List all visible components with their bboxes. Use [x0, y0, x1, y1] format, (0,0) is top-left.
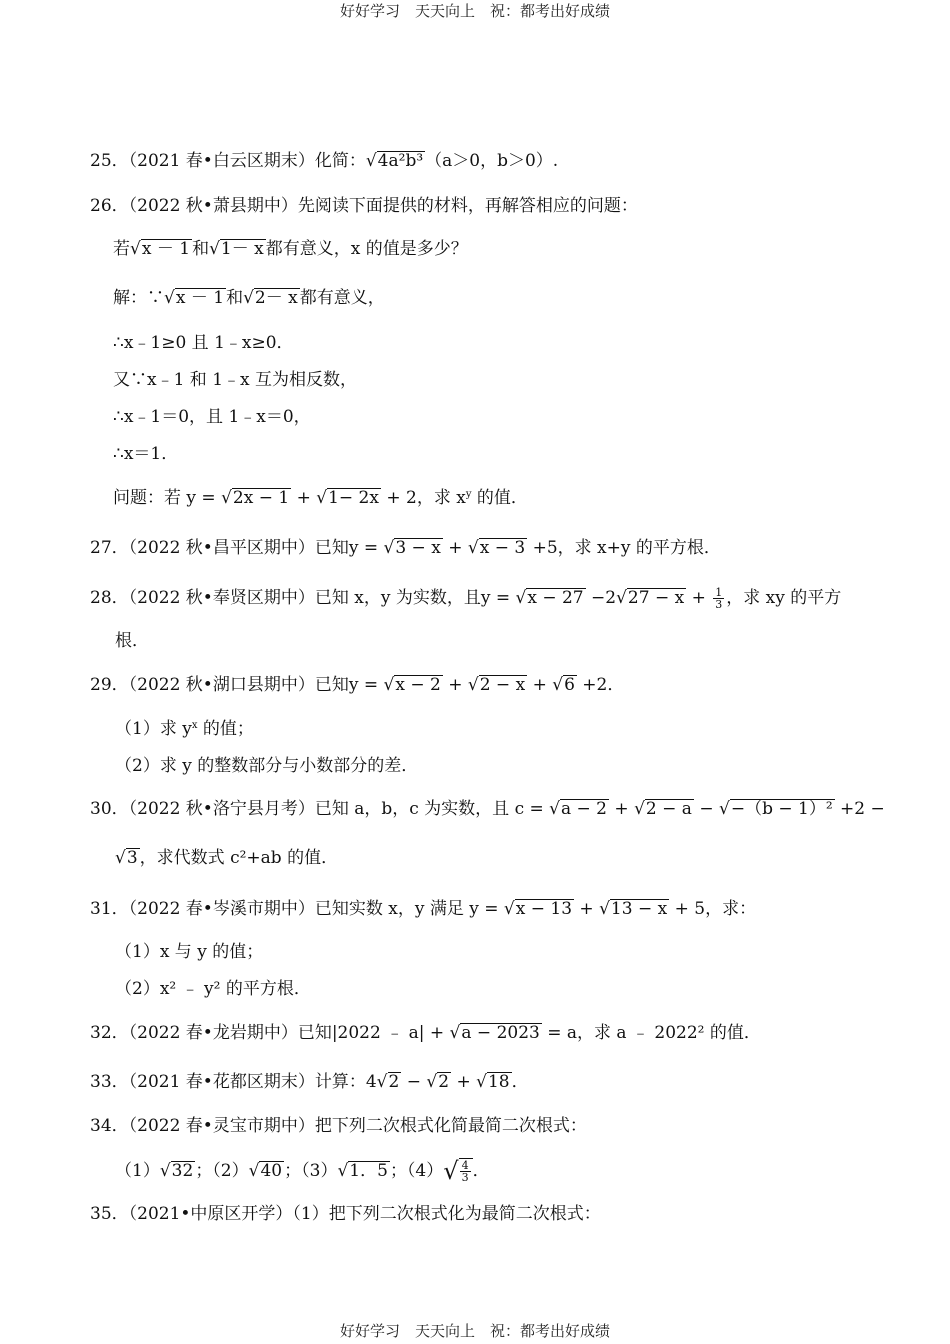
- q28-line2: 根．: [115, 631, 149, 651]
- sqrt-sign: √: [365, 151, 377, 171]
- q25-condition: （a＞0，b＞0）.: [425, 151, 559, 171]
- q27-radicand-1: 3 − x: [395, 538, 441, 558]
- question-25: [90, 150, 558, 172]
- q26-l7-end: 的值．: [471, 488, 528, 508]
- q30-l2-post: ，求代数式 c²+ab 的值．: [139, 848, 339, 868]
- q33-radicand-1: 2: [388, 1072, 400, 1092]
- question-35-label: 35．（2021•中原区开学）（1）把下列二次根式化为最简二次根式：: [90, 1204, 601, 1224]
- q26-l2-mid: 和: [226, 288, 244, 308]
- q26-l7-post: + 2，求 x: [380, 488, 466, 508]
- q26-line3: ∴x﹣1≥0 且 1﹣x≥0．: [113, 333, 294, 353]
- q33-label: 33．（2021 春•花都区期末）计算：4: [90, 1072, 377, 1092]
- q34-fraction: [460, 1160, 471, 1183]
- question-34-label: 34．（2022 春•灵宝市期中）把下列二次根式化简最简二次根式：: [90, 1116, 587, 1136]
- page-header: 好好学习 天天向上 祝：都考出好成绩: [339, 2, 610, 20]
- q31-mid: +: [574, 899, 600, 919]
- q26-line1: 若√x － 1 和√1－ x 都有意义，x 的值是多少？: [113, 239, 468, 259]
- q34-p1: （1）: [115, 1161, 160, 1181]
- q26-l7-radicand-1: 2x − 1: [232, 488, 290, 508]
- q30-mid-2: −: [693, 799, 719, 819]
- q30-radicand-2: 2 − a: [645, 799, 692, 819]
- q29-radicand-3: 6: [564, 675, 575, 695]
- q29-part2: （2）求 y 的整数部分与小数部分的差．: [115, 756, 419, 776]
- question-31: 31．（2022 春•岑溪市期中）已知实数 x，y 满足 y = √x − 13 + √13 − x + 5，求：: [90, 899, 757, 919]
- q34-denominator: 3: [461, 1171, 469, 1184]
- q29-p1-sup: x: [191, 720, 198, 731]
- q31-radicand-1: x − 13: [515, 899, 573, 919]
- q29-mid-2: +: [527, 675, 553, 695]
- q30-post: +2 −: [834, 799, 885, 819]
- q26-l7-sup: y: [465, 489, 472, 500]
- q30-label: 30．（2022 秋•洛宁县月考）已知 a，b，c 为实数，且 c =: [90, 799, 550, 819]
- q27-mid: +: [442, 538, 468, 558]
- q25-label: 25．（2021 春•白云区期末）化简：: [90, 151, 366, 171]
- q30-line2: √3 ，求代数式 c²+ab 的值．: [115, 848, 339, 868]
- q28-numerator: 1: [715, 586, 723, 599]
- q34-radicand-2: 40: [260, 1161, 283, 1181]
- q26-l1-mid: 和: [192, 239, 210, 259]
- question-32: 32．（2022 春•龙岩期中）已知|2022 ﹣ a| + √a − 2023 = a，求 a ﹣ 2022² 的值．: [90, 1023, 761, 1043]
- q32-post: = a，求 a ﹣ 2022² 的值．: [541, 1023, 761, 1043]
- q30-radicand-1: a − 2: [561, 799, 608, 819]
- q32-label: 32．（2022 春•龙岩期中）已知|2022 ﹣ a| +: [90, 1023, 450, 1043]
- q29-p1-post: 的值；: [197, 719, 254, 739]
- q34-p2: ；（2）: [195, 1161, 249, 1181]
- q30-mid-1: +: [609, 799, 635, 819]
- q26-l2-pre: 解：∵: [113, 288, 164, 308]
- q33-mid-2: +: [451, 1072, 477, 1092]
- question-26-label: 26．（2022 秋•萧县期中）先阅读下面提供的材料，再解答相应的问题：: [90, 196, 638, 216]
- q28-fraction: [713, 587, 724, 610]
- q26-l7-pre: 问题：若 y =: [113, 488, 222, 508]
- q31-part1: （1）x 与 y 的值；: [115, 942, 264, 962]
- q27-radicand-2: x − 3: [479, 538, 526, 558]
- q26-l1-radicand-1: x － 1: [141, 239, 191, 259]
- q26-line5: ∴x﹣1＝0，且 1﹣x＝0，: [113, 407, 311, 427]
- q28-post: ，求 xy 的平方: [726, 588, 842, 608]
- q31-part2: （2）x² ﹣ y² 的平方根．: [115, 979, 311, 999]
- q26-l2-radicand-2: 2－ x: [254, 288, 298, 308]
- q31-radicand-2: 13 − x: [610, 899, 668, 919]
- q34-parts: （1）√32 ；（2）√40 ；（3）√1．5 ；（4）√ $\frac{4}{3}$ ．: [115, 1157, 490, 1185]
- q28-label: 28．（2022 秋•奉贤区期中）已知 x，y 为实数，且y =: [90, 588, 516, 608]
- q30-radicand-3: −（b − 1）²: [730, 799, 833, 819]
- q26-l7-mid: +: [291, 488, 317, 508]
- q26-line6: ∴x＝1．: [113, 444, 179, 464]
- q26-line4: 又∵x﹣1 和 1﹣x 互为相反数，: [113, 370, 358, 390]
- q28-denominator: 3: [715, 598, 723, 611]
- q25-radicand: 4a²b³: [377, 151, 424, 171]
- q34-radicand-1: 32: [171, 1161, 194, 1181]
- q29-part1: [115, 718, 254, 740]
- q31-label: 31．（2022 春•岑溪市期中）已知实数 x，y 满足 y =: [90, 899, 504, 919]
- q30-l2-radicand: 3: [126, 848, 138, 868]
- q26-l1-post: 都有意义，x 的值是多少？: [265, 239, 468, 259]
- question-27: 27．（2022 秋•昌平区期中）已知y = √3 − x + √x − 3 +5，求 x+y 的平方根．: [90, 538, 721, 558]
- q28-plus: +: [686, 588, 712, 608]
- q29-label: 29．（2022 秋•湖口县期中）已知y =: [90, 675, 384, 695]
- q26-line2: 解：∵√x － 1 和√2－ x 都有意义，: [113, 288, 385, 308]
- q34-p3: ；（3）: [284, 1161, 338, 1181]
- q33-radicand-2: 2: [438, 1072, 450, 1092]
- question-29: 29．（2022 秋•湖口县期中）已知y = √x − 2 + √2 − x + √6 +2．: [90, 675, 625, 695]
- q32-radicand: a − 2023: [461, 1023, 540, 1043]
- q29-radicand-2: 2 − x: [479, 675, 526, 695]
- q29-post: +2．: [576, 675, 625, 695]
- q29-radicand-1: x − 2: [395, 675, 441, 695]
- q27-label: 27．（2022 秋•昌平区期中）已知y =: [90, 538, 384, 558]
- q34-end: ．: [472, 1161, 490, 1181]
- question-30: 30．（2022 秋•洛宁县月考）已知 a，b，c 为实数，且 c = √a − 2 + √2 − a − √−（b − 1）² +2 −: [90, 799, 885, 819]
- q33-mid-1: −: [401, 1072, 427, 1092]
- q34-radicand-4: [459, 1158, 473, 1183]
- q29-mid-1: +: [442, 675, 468, 695]
- q28-mid: −2: [585, 588, 617, 608]
- q34-radicand-3: 1．5: [349, 1161, 388, 1181]
- q28-radicand-1: x − 27: [527, 588, 584, 608]
- q26-l1-radicand-2: 1－ x: [220, 239, 264, 259]
- q26-l1-pre: 若: [113, 239, 130, 259]
- q34-numerator: 4: [461, 1159, 469, 1172]
- q26-line7: 问题：若 y = √2x − 1 + √1− 2x + 2，求 $x^y$ 的值．: [113, 488, 528, 508]
- q33-post: ．: [511, 1072, 529, 1092]
- q26-l2-post: 都有意义，: [299, 288, 385, 308]
- q31-post: + 5，求：: [669, 899, 757, 919]
- q33-radicand-3: 18: [487, 1072, 510, 1092]
- q34-p4: ；（4）: [389, 1161, 444, 1181]
- q26-l7-radicand-2: 1− 2x: [328, 488, 379, 508]
- question-28: 28．（2022 秋•奉贤区期中）已知 x，y 为实数，且y = √x − 27 −2√27 − x + $\frac{1}{3}$ ，求 xy 的平方: [90, 586, 842, 611]
- q29-p1-pre: （1）求 y: [115, 719, 192, 739]
- sqrt-sign: √: [443, 1157, 459, 1185]
- q26-l2-radicand-1: x － 1: [175, 288, 225, 308]
- page-footer: 好好学习 天天向上 祝：都考出好成绩: [339, 1322, 610, 1340]
- q27-post: +5，求 x+y 的平方根．: [527, 538, 721, 558]
- question-33: 33．（2021 春•花都区期末）计算：4√2 − √2 + √18 ．: [90, 1072, 529, 1092]
- q28-radicand-2: 27 − x: [627, 588, 685, 608]
